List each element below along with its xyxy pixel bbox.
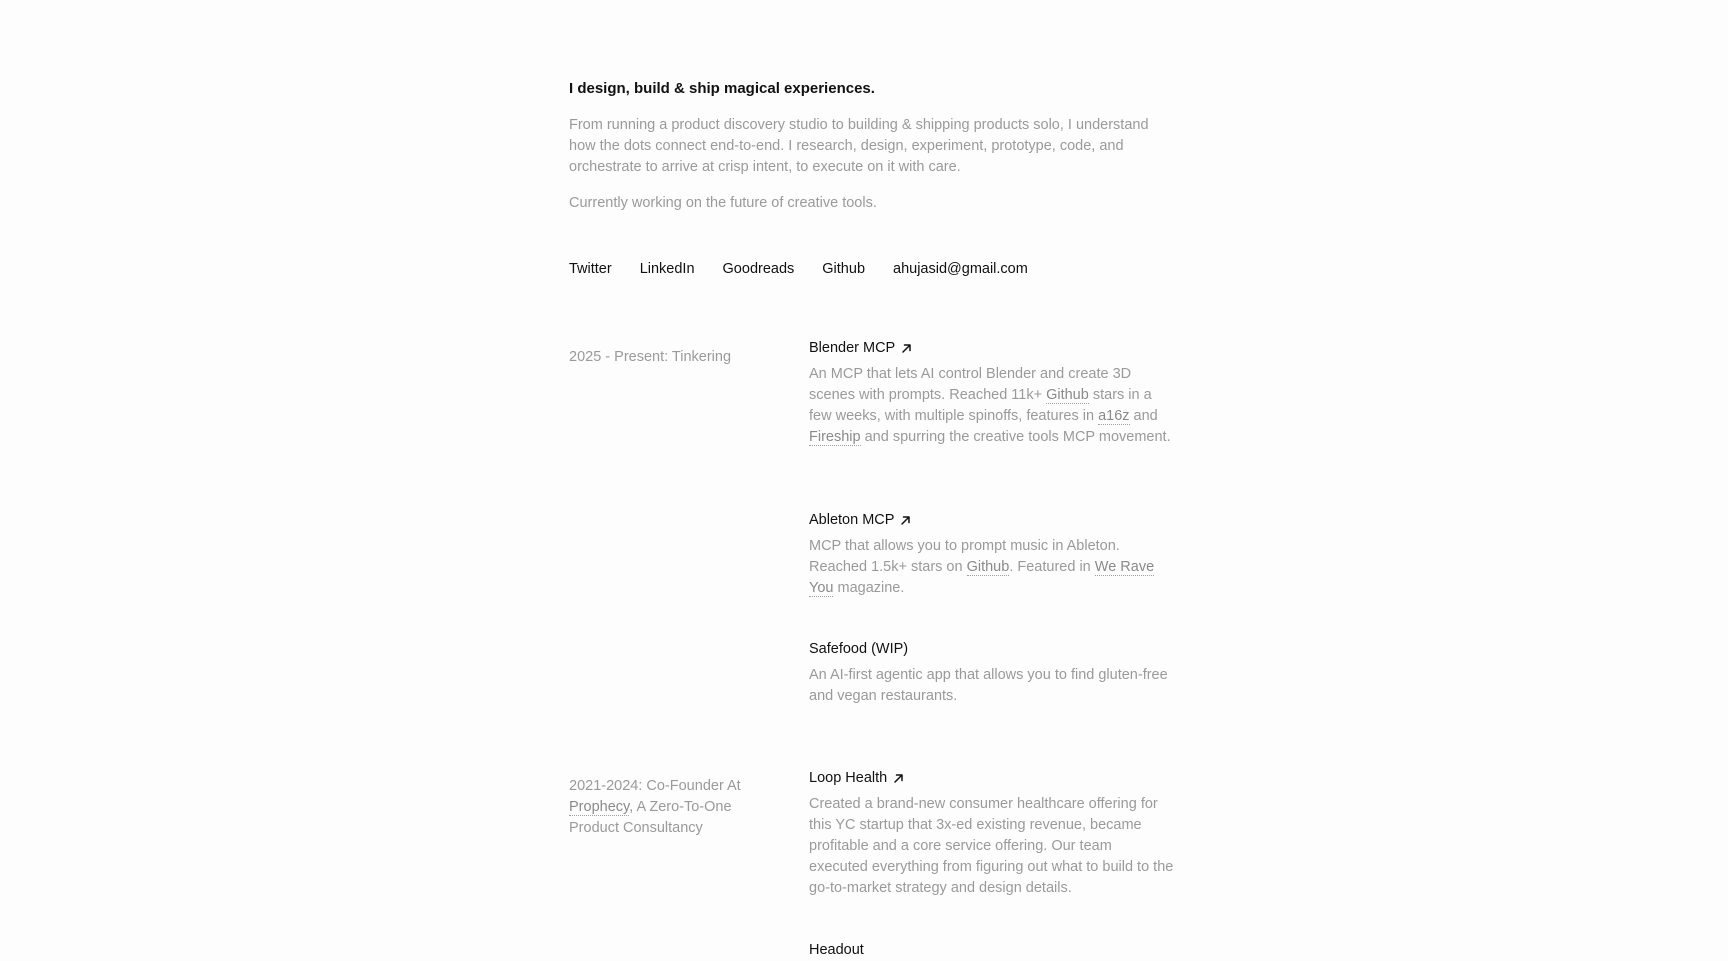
desc-text: stars in a few weeks, with multiple spinoffs, features in (809, 387, 1152, 424)
arrow-up-right-icon (893, 773, 904, 784)
project-title: Loop Health (809, 770, 888, 786)
desc-text: An MCP that lets AI control Blender and create 3D scenes with prompts. Reached 11k+ (809, 366, 1132, 403)
desc-text: and (1129, 408, 1158, 424)
project-title-link[interactable] (809, 768, 1174, 789)
github-inline-link[interactable]: Github (1046, 387, 1089, 403)
project-title: Blender MCP (809, 340, 896, 356)
arrow-up-right-icon (900, 515, 911, 526)
project-title: Ableton MCP (809, 512, 895, 528)
project-description: An AI-first agentic app that allows you to find gluten-free and vegan restaurants. (809, 667, 1168, 704)
github-inline-link[interactable]: Github (966, 559, 1010, 575)
desc-text: and spurring the creative tools MCP movement. (860, 429, 1171, 445)
prophecy-inline-link[interactable]: Prophecy (569, 799, 630, 815)
project-blender-mcp (809, 338, 1174, 448)
project-title-link[interactable] (809, 510, 1174, 531)
linkedin-link[interactable]: LinkedIn (639, 261, 695, 277)
project-loop-health (809, 768, 1174, 899)
desc-text: . Featured in (1009, 559, 1095, 575)
social-links (569, 261, 1028, 277)
intro-paragraph: From running a product discovery studio to building & shipping products solo, I understand how the dots connect end-to-end. I research, design, experiment, prototype, code, and orchestrate to arrive at crisp intent, to execute on it with care. (569, 117, 1149, 175)
arrow-up-right-icon (901, 343, 912, 354)
fireship-inline-link[interactable]: Fireship (809, 429, 861, 445)
project-headout (809, 940, 1174, 961)
a16z-inline-link[interactable]: a16z (1098, 408, 1130, 424)
project-description (809, 536, 1174, 599)
current-work-text: Currently working on the future of creative tools. (569, 195, 877, 211)
project-description: Created a brand-new consumer healthcare offering for this YC startup that 3x-ed existing revenue, became profitable and a core service offering. Our team executed everything from figuring out what to build to the go-to-market strategy and design details. (809, 796, 1174, 896)
goodreads-link[interactable]: Goodreads (722, 261, 795, 277)
headline: I design, build & ship magical experiences. (569, 80, 875, 97)
project-title-link[interactable] (809, 338, 1174, 359)
email-link[interactable]: ahujasid@gmail.com (893, 261, 1028, 277)
desc-text: MCP that allows you to prompt music in Ableton. Reached 1.5k+ stars on (809, 538, 1120, 575)
project-safefood (809, 639, 1174, 707)
desc-text: magazine. (833, 580, 905, 596)
period-text: , A Zero-To-One Product Consultancy (569, 799, 732, 836)
we-rave-you-inline-link[interactable]: We Rave You (809, 559, 1155, 596)
project-description (809, 364, 1174, 448)
period-label: 2025 - Present: Tinkering (569, 349, 732, 365)
github-link[interactable]: Github (822, 261, 866, 277)
project-ableton-mcp (809, 510, 1174, 599)
period-label (569, 776, 769, 839)
project-title: Headout (809, 942, 864, 958)
twitter-link[interactable]: Twitter (569, 261, 612, 277)
period-text: 2021-2024: Co-Founder At (569, 778, 741, 794)
project-title: Safefood (WIP) (809, 641, 909, 657)
